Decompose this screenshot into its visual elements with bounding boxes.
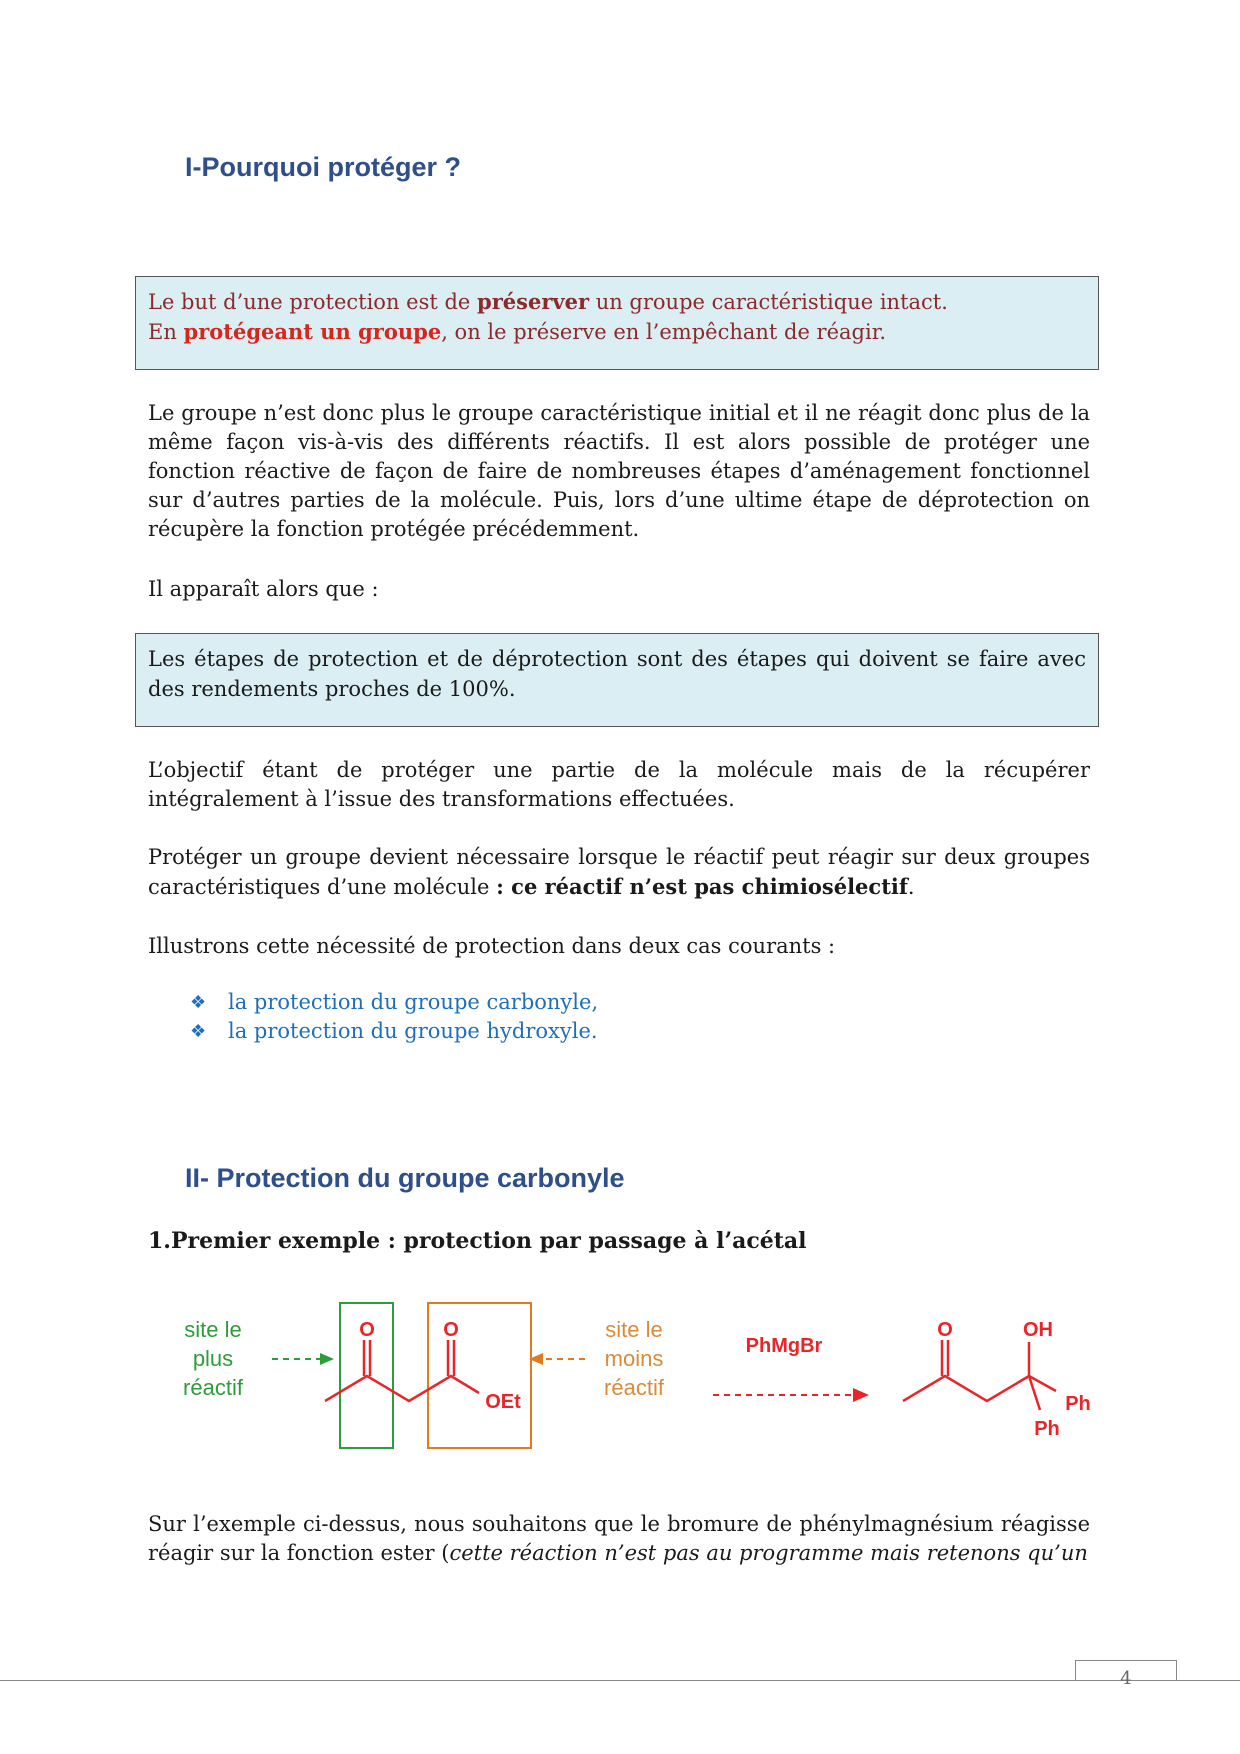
paragraph-5: Illustrons cette nécessité de protection dans deux cas courants :	[148, 934, 836, 958]
conclusion-box	[135, 633, 1099, 727]
subsection-title-1: 1.Premier exemple : protection par passage à l’acétal	[148, 1228, 807, 1254]
definition-box	[135, 276, 1099, 370]
diamond-bullet-icon: ❖	[190, 1021, 207, 1042]
ketone-oxygen: O	[359, 1319, 375, 1341]
product-hydroxyl: OH	[1023, 1319, 1053, 1341]
definition-line-1: Le but d’une protection est de préserver un groupe caractéristique intact.	[148, 289, 948, 314]
diamond-bullet-icon: ❖	[190, 992, 207, 1013]
section-title-2: II- Protection du groupe carbonyle	[185, 1163, 625, 1193]
list-item: ❖ la protection du groupe carbonyle,	[190, 988, 598, 1017]
ethoxy-group: OEt	[485, 1391, 521, 1413]
right-label-line-1: site le	[605, 1317, 663, 1342]
paragraph-3: L’objectif étant de protéger une partie de la molécule mais de la récupérer intégralement à l’issue des transformations effectuées.	[148, 758, 1090, 811]
ester-oxygen: O	[443, 1319, 459, 1341]
left-label-line-1: site le	[184, 1317, 242, 1342]
paragraph-6: Sur l’exemple ci-dessus, nous souhaitons que le bromure de phénylmagnésium réagisse réagir sur la fonction ester (cette réaction n’est pas au programme mais retenons qu’un	[148, 1512, 1090, 1565]
definition-line-2: En protégeant un groupe, on le préserve en l’empêchant de réagir.	[148, 319, 887, 344]
conclusion-text: Les étapes de protection et de déprotection sont des étapes qui doivent se faire avec des rendements proches de 100%.	[148, 647, 1086, 701]
right-label-line-3: réactif	[604, 1375, 664, 1400]
page-number: 4	[1075, 1660, 1177, 1681]
product-skeleton	[903, 1340, 1056, 1410]
reactant-skeleton	[325, 1340, 479, 1401]
reaction-arrow-head	[853, 1388, 869, 1402]
paragraph-4: Protéger un groupe devient nécessaire lorsque le réactif peut réagir sur deux groupes caractéristiques d’une molécule : ce réactif n’est pas chimiosélectif.	[148, 845, 1090, 899]
right-label-line-2: moins	[604, 1346, 664, 1371]
phenyl-group-2: Ph	[1034, 1418, 1060, 1440]
section-title-1: I-Pourquoi protéger ?	[185, 152, 461, 182]
reaction-scheme	[0, 1280, 1240, 1460]
footer-rule	[0, 1680, 1240, 1681]
left-label-line-3: réactif	[183, 1375, 243, 1400]
reagent-label: PhMgBr	[745, 1335, 823, 1357]
product-oxygen: O	[937, 1319, 953, 1341]
protection-list	[190, 988, 598, 1046]
paragraph-2: Il apparaît alors que :	[148, 577, 379, 601]
green-arrow-head	[320, 1353, 334, 1365]
left-label-line-2: plus	[192, 1346, 234, 1371]
paragraph-1: Le groupe n’est donc plus le groupe caractéristique initial et il ne réagit donc plus de la même façon vis-à-vis des différents réactifs. Il est alors possible de protéger une fonction réactive de façon de faire de nombreuses étapes d’aménagement fonctionnel sur d’autres parties de la molécule. Puis, lors d’une ultime étape de déprotection on récupère la fonction protégée précédemment.	[148, 401, 1090, 541]
list-item: ❖ la protection du groupe hydroxyle.	[190, 1017, 598, 1046]
phenyl-group-1: Ph	[1065, 1393, 1091, 1415]
